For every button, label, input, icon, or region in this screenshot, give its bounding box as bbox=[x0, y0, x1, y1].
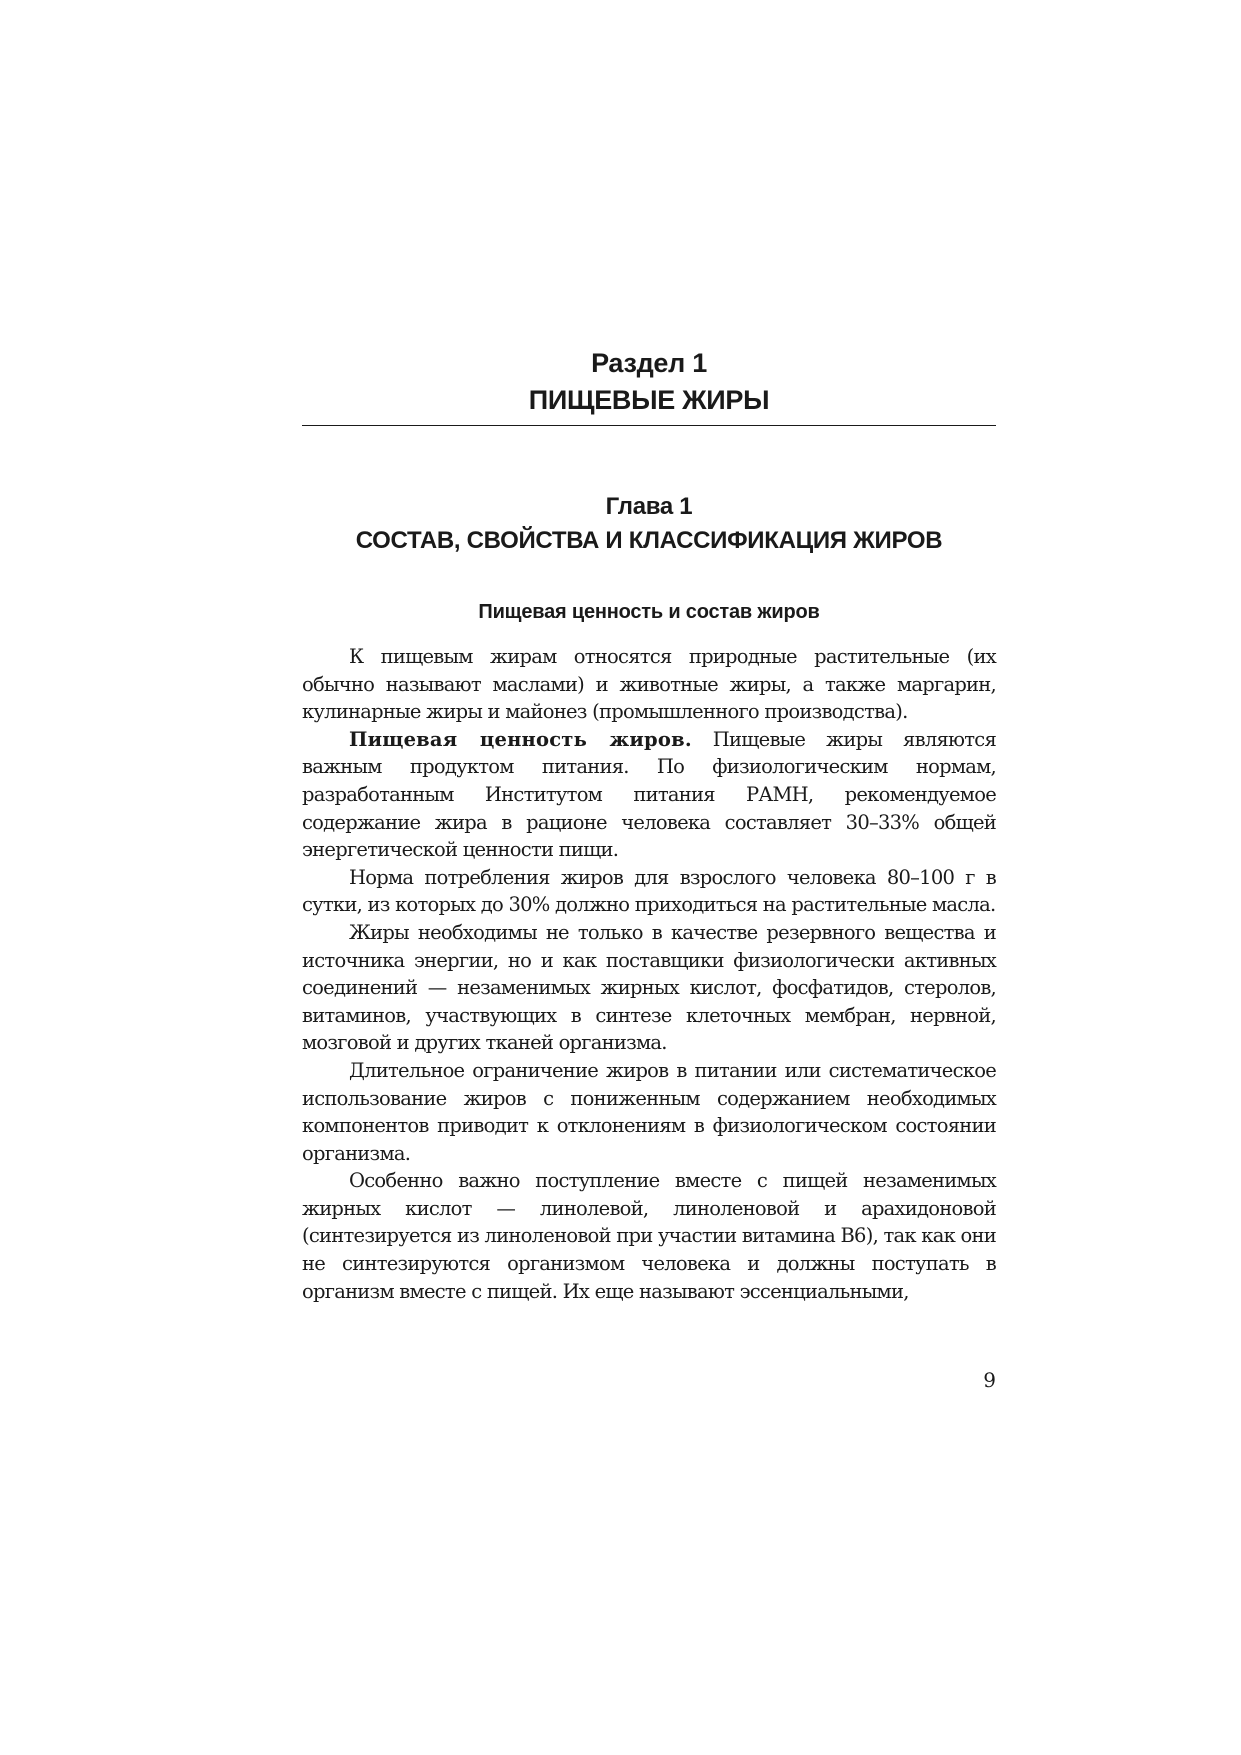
section-label: Раздел 1 bbox=[591, 348, 707, 378]
section-heading bbox=[302, 345, 996, 419]
chapter-title: СОСТАВ, СВОЙСТВА И КЛАССИФИКАЦИЯ ЖИРОВ bbox=[355, 527, 943, 554]
section-title: ПИЩЕВЫЕ ЖИРЫ bbox=[528, 385, 770, 415]
subsection-heading: Пищевая ценность и состав жиров bbox=[478, 601, 820, 623]
run-in-heading: Пищевая ценность жиров. bbox=[349, 727, 692, 751]
paragraph: Длительное ограничение жиров в питании или систематическое использование жиров с пониженным содержанием необходимых компонентов приводит к отклонениям в физиологическом состоянии организма. bbox=[302, 1058, 996, 1165]
paragraph: Пищевая ценность жиров. Пищевые жиры являются важным продуктом питания. По физиологическим нормам, разработанным Институтом питания РАМН, рекомендуемое содержание жира в рационе человека составляет 30–33% общей энергетической ценности пищи. bbox=[302, 727, 996, 862]
page-number: 9 bbox=[983, 1368, 996, 1392]
chapter-label: Глава 1 bbox=[605, 493, 693, 520]
section-divider bbox=[302, 425, 996, 426]
paragraph: Жиры необходимы не только в качестве резервного вещества и источника энергии, но и как поставщики физиологически активных соединений — незаменимых жирных кислот, фосфатидов, стеролов, витаминов, участвующих в синтезе клеточных мембран, нервной, мозговой и других тканей организма. bbox=[302, 920, 996, 1055]
chapter-heading bbox=[302, 490, 996, 558]
paragraph: Норма потребления жиров для взрослого человека 80–100 г в сутки, из которых до 30% должно приходиться на растительные масла. bbox=[302, 865, 996, 917]
paragraph: Особенно важно поступление вместе с пищей незаменимых жирных кислот — линолевой, линоленовой и арахидоновой (синтезируется из линоленовой при участии витамина В6), так как они не синтезируются организмом человека и должны поступать в организм вместе с пищей. Их еще называют эссенциальными, bbox=[302, 1169, 996, 1303]
body-text bbox=[302, 643, 996, 1305]
paragraph: К пищевым жирам относятся природные растительные (их обычно называют маслами) и животные жиры, а также маргарин, кулинарные жиры и майонез (промышленного производства). bbox=[302, 645, 996, 724]
